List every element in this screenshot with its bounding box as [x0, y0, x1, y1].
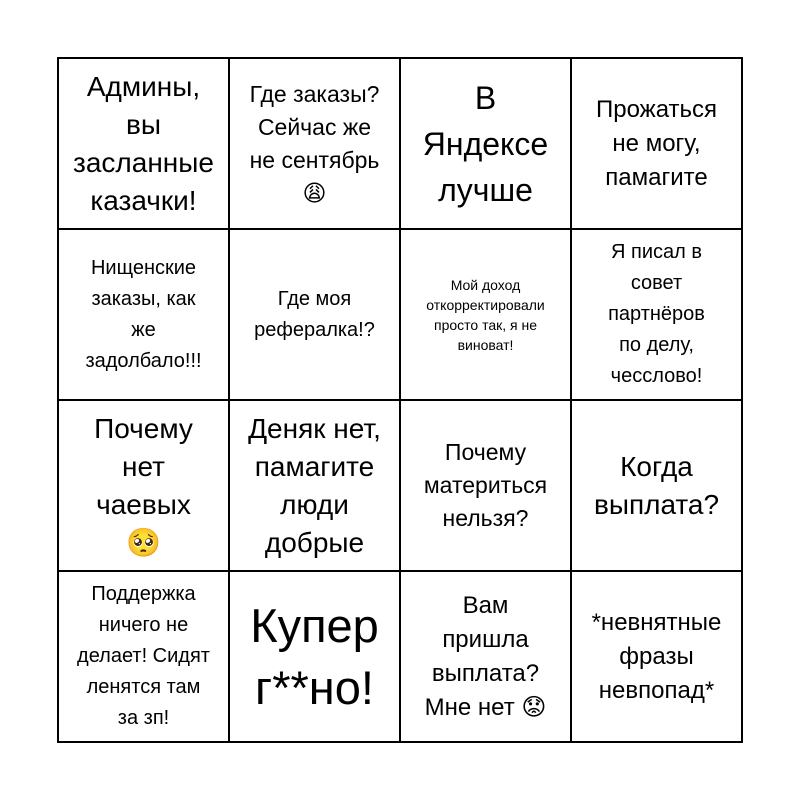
bingo-cell[interactable]: [230, 230, 401, 401]
bingo-cell[interactable]: [59, 572, 230, 743]
cell-text: Где заказы? Сейчас же не сентябрь 😩: [249, 80, 380, 206]
bingo-board: [57, 57, 743, 743]
bingo-cell[interactable]: [230, 401, 401, 572]
bingo-cell[interactable]: [572, 230, 743, 401]
cell-text: Купер г**но!: [250, 598, 379, 714]
cell-text: В Яндексе лучше: [422, 79, 549, 208]
cell-text: Где моя рефералка!?: [254, 287, 375, 341]
cell-text: Я писал в совет партнёров по делу, чесслово!: [608, 241, 705, 387]
bingo-cell[interactable]: [572, 401, 743, 572]
cell-text: Прожаться не могу, памагите: [595, 95, 718, 191]
bingo-cell[interactable]: [230, 572, 401, 743]
cell-text: Почему нет чаевых 🥺: [94, 412, 193, 558]
bingo-cell[interactable]: [572, 572, 743, 743]
cell-text: Поддержка ничего не делает! Сидят ленятся там за зп!: [77, 583, 210, 729]
cell-text: *невнятные фразы невпопад*: [591, 608, 722, 704]
cell-text: Почему материться нельзя?: [423, 439, 548, 531]
cell-text: Нищенские заказы, как же задолбало!!!: [85, 256, 202, 372]
bingo-cell[interactable]: [59, 230, 230, 401]
bingo-cell[interactable]: [401, 401, 572, 572]
cell-text: Когда выплата?: [593, 450, 720, 520]
bingo-cell[interactable]: [572, 59, 743, 230]
bingo-cell[interactable]: [59, 59, 230, 230]
bingo-cell[interactable]: [401, 59, 572, 230]
bingo-cell[interactable]: [230, 59, 401, 230]
bingo-cell[interactable]: [401, 572, 572, 743]
cell-text: Мой доход откорректировали просто так, я не виноват!: [426, 276, 545, 353]
cell-text: Деняк нет, памагите люди добрые: [248, 412, 381, 558]
bingo-cell[interactable]: [401, 230, 572, 401]
cell-text: Админы, вы засланные казачки!: [73, 70, 214, 216]
cell-text: Вам пришла выплата? Мне нет 😟: [424, 591, 547, 721]
bingo-cell[interactable]: [59, 401, 230, 572]
